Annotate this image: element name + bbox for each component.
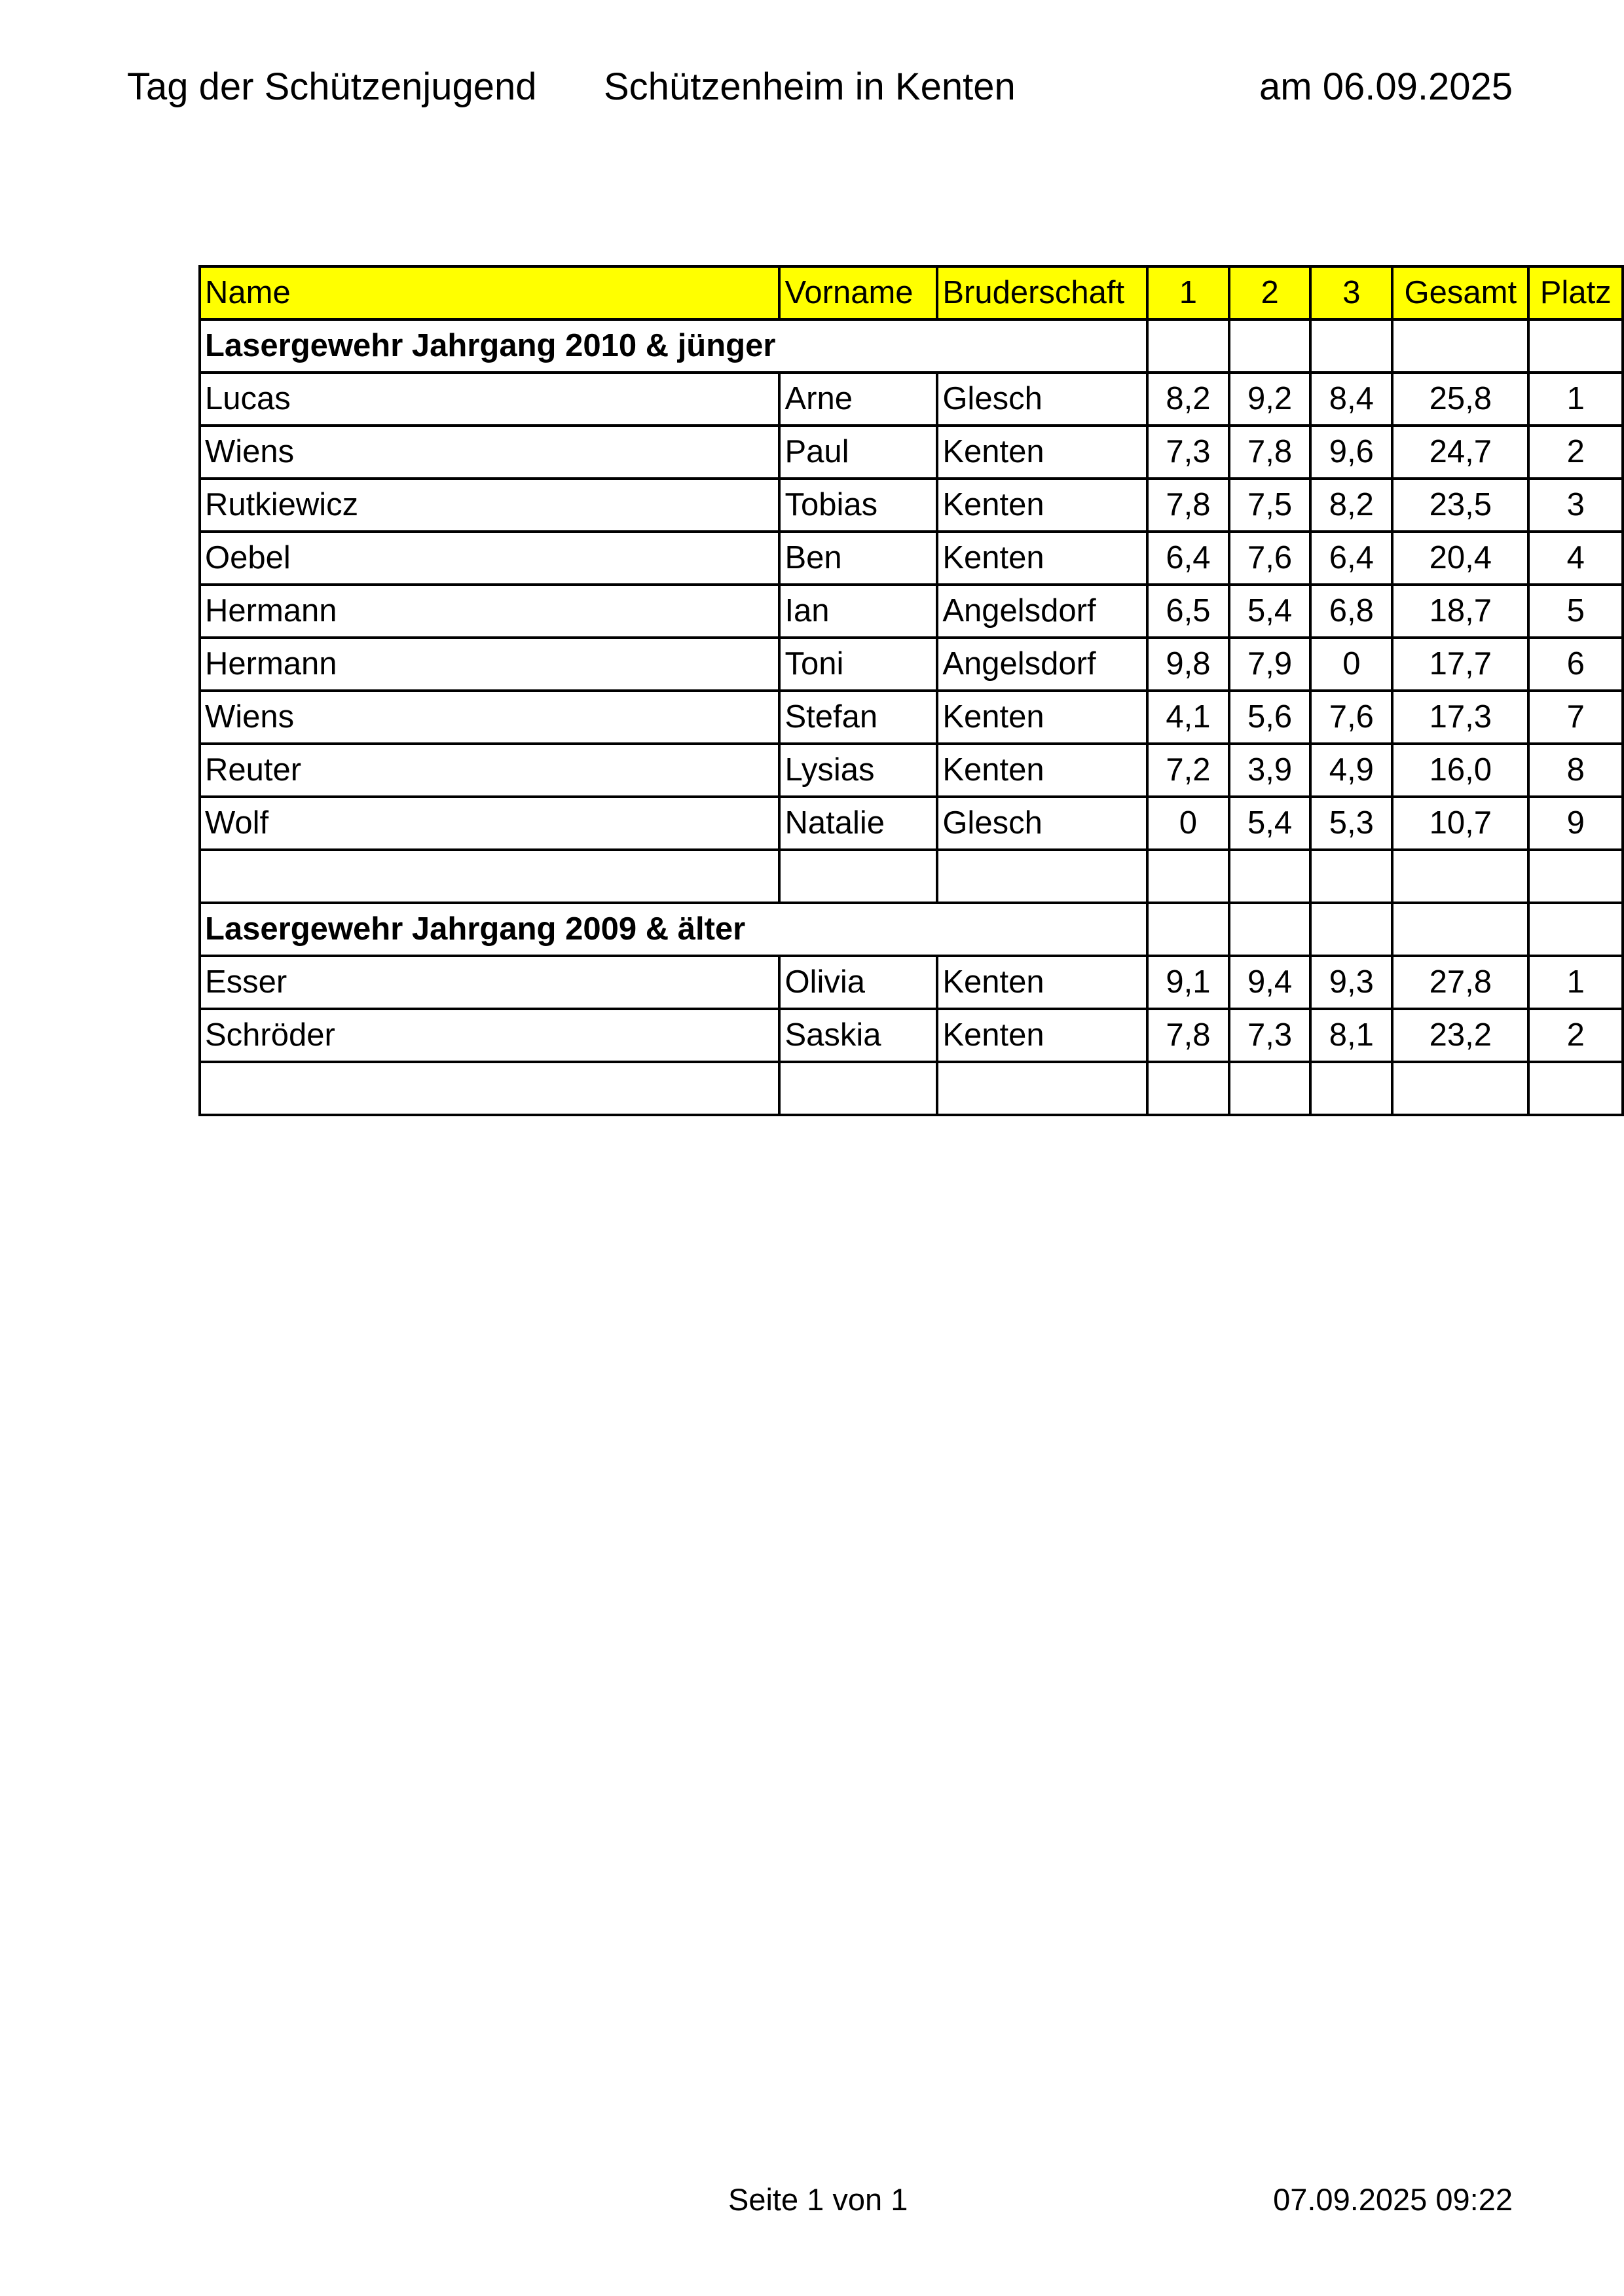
event-title: Tag der Schützenjugend	[127, 65, 537, 108]
table-header-row	[200, 266, 1623, 319]
column-header-name: Name	[200, 266, 779, 319]
empty-cell	[200, 1062, 779, 1115]
cell-shot-3: 9,3	[1310, 956, 1392, 1009]
cell-shot-1: 8,2	[1147, 373, 1229, 426]
cell-platz: 3	[1528, 479, 1623, 532]
cell-shot-1: 9,1	[1147, 956, 1229, 1009]
cell-shot-3: 6,8	[1310, 585, 1392, 638]
cell-bruderschaft: Glesch	[937, 797, 1147, 850]
empty-cell	[1392, 1062, 1528, 1115]
cell-name: Esser	[200, 956, 779, 1009]
cell-vorname: Toni	[779, 638, 937, 691]
cell-shot-3: 4,9	[1310, 744, 1392, 797]
cell-gesamt: 24,7	[1392, 426, 1528, 479]
print-timestamp: 07.09.2025 09:22	[1273, 2182, 1513, 2217]
table-row	[200, 426, 1623, 479]
cell-shot-2: 7,5	[1229, 479, 1311, 532]
cell-bruderschaft: Kenten	[937, 532, 1147, 585]
cell-gesamt: 27,8	[1392, 956, 1528, 1009]
empty-cell	[779, 850, 937, 903]
cell-vorname: Natalie	[779, 797, 937, 850]
cell-name: Wiens	[200, 691, 779, 744]
cell-shot-3: 5,3	[1310, 797, 1392, 850]
cell-shot-1: 7,8	[1147, 1009, 1229, 1062]
cell-platz: 9	[1528, 797, 1623, 850]
cell-shot-3: 6,4	[1310, 532, 1392, 585]
group-title-spacer	[937, 319, 1147, 373]
column-header-shot-3: 3	[1310, 266, 1392, 319]
empty-row	[200, 1062, 1623, 1115]
cell-platz: 4	[1528, 532, 1623, 585]
cell-shot-1: 6,4	[1147, 532, 1229, 585]
empty-cell	[1528, 319, 1623, 373]
cell-gesamt: 20,4	[1392, 532, 1528, 585]
cell-gesamt: 18,7	[1392, 585, 1528, 638]
cell-shot-3: 8,1	[1310, 1009, 1392, 1062]
empty-cell	[937, 850, 1147, 903]
cell-vorname: Ben	[779, 532, 937, 585]
empty-cell	[1147, 850, 1229, 903]
cell-gesamt: 17,7	[1392, 638, 1528, 691]
cell-vorname: Arne	[779, 373, 937, 426]
cell-shot-1: 7,8	[1147, 479, 1229, 532]
results-table-body	[200, 266, 1623, 1115]
cell-bruderschaft: Kenten	[937, 744, 1147, 797]
table-row	[200, 638, 1623, 691]
cell-shot-2: 9,2	[1229, 373, 1311, 426]
table-row	[200, 585, 1623, 638]
page-number: Seite 1 von 1	[728, 2182, 908, 2217]
group-title: Lasergewehr Jahrgang 2009 & älter	[200, 903, 779, 956]
empty-cell	[200, 850, 779, 903]
cell-shot-2: 7,9	[1229, 638, 1311, 691]
empty-cell	[1528, 1062, 1623, 1115]
group-title: Lasergewehr Jahrgang 2010 & jünger	[200, 319, 779, 373]
cell-shot-2: 3,9	[1229, 744, 1311, 797]
column-header-shot-2: 2	[1229, 266, 1311, 319]
empty-cell	[1229, 1062, 1311, 1115]
table-row	[200, 1009, 1623, 1062]
cell-platz: 7	[1528, 691, 1623, 744]
cell-shot-1: 4,1	[1147, 691, 1229, 744]
column-header-gesamt: Gesamt	[1392, 266, 1528, 319]
empty-cell	[1147, 903, 1229, 956]
cell-name: Reuter	[200, 744, 779, 797]
empty-cell	[1528, 903, 1623, 956]
empty-cell	[1229, 903, 1311, 956]
cell-shot-1: 7,2	[1147, 744, 1229, 797]
cell-shot-2: 5,4	[1229, 797, 1311, 850]
cell-bruderschaft: Kenten	[937, 691, 1147, 744]
table-row	[200, 479, 1623, 532]
empty-cell	[1147, 319, 1229, 373]
cell-vorname: Lysias	[779, 744, 937, 797]
table-row	[200, 744, 1623, 797]
cell-shot-1: 9,8	[1147, 638, 1229, 691]
empty-cell	[1310, 319, 1392, 373]
empty-cell	[1229, 850, 1311, 903]
cell-name: Wiens	[200, 426, 779, 479]
column-header-vorname: Vorname	[779, 266, 937, 319]
empty-cell	[1392, 319, 1528, 373]
cell-bruderschaft: Kenten	[937, 479, 1147, 532]
cell-shot-2: 7,8	[1229, 426, 1311, 479]
cell-bruderschaft: Angelsdorf	[937, 585, 1147, 638]
cell-platz: 2	[1528, 426, 1623, 479]
cell-platz: 1	[1528, 373, 1623, 426]
cell-name: Schröder	[200, 1009, 779, 1062]
cell-shot-3: 8,2	[1310, 479, 1392, 532]
cell-shot-2: 9,4	[1229, 956, 1311, 1009]
table-row	[200, 532, 1623, 585]
cell-gesamt: 10,7	[1392, 797, 1528, 850]
empty-cell	[779, 1062, 937, 1115]
cell-shot-1: 6,5	[1147, 585, 1229, 638]
cell-shot-2: 7,6	[1229, 532, 1311, 585]
cell-vorname: Olivia	[779, 956, 937, 1009]
cell-platz: 2	[1528, 1009, 1623, 1062]
cell-gesamt: 23,2	[1392, 1009, 1528, 1062]
cell-platz: 8	[1528, 744, 1623, 797]
cell-bruderschaft: Kenten	[937, 1009, 1147, 1062]
cell-vorname: Paul	[779, 426, 937, 479]
cell-platz: 5	[1528, 585, 1623, 638]
cell-gesamt: 17,3	[1392, 691, 1528, 744]
group-title-spacer	[779, 903, 937, 956]
cell-name: Hermann	[200, 638, 779, 691]
empty-cell	[1310, 903, 1392, 956]
cell-vorname: Ian	[779, 585, 937, 638]
cell-vorname: Stefan	[779, 691, 937, 744]
cell-vorname: Saskia	[779, 1009, 937, 1062]
cell-name: Wolf	[200, 797, 779, 850]
group-title-row	[200, 319, 1623, 373]
event-location: Schützenheim in Kenten	[604, 65, 1016, 108]
empty-cell	[1147, 1062, 1229, 1115]
cell-shot-1: 0	[1147, 797, 1229, 850]
cell-bruderschaft: Kenten	[937, 426, 1147, 479]
cell-name: Oebel	[200, 532, 779, 585]
cell-shot-3: 7,6	[1310, 691, 1392, 744]
cell-platz: 1	[1528, 956, 1623, 1009]
cell-bruderschaft: Angelsdorf	[937, 638, 1147, 691]
cell-bruderschaft: Glesch	[937, 373, 1147, 426]
cell-gesamt: 16,0	[1392, 744, 1528, 797]
table-row	[200, 797, 1623, 850]
column-header-bruderschaft: Bruderschaft	[937, 266, 1147, 319]
empty-cell	[1392, 903, 1528, 956]
cell-shot-3: 9,6	[1310, 426, 1392, 479]
cell-bruderschaft: Kenten	[937, 956, 1147, 1009]
cell-platz: 6	[1528, 638, 1623, 691]
group-title-spacer	[779, 319, 937, 373]
empty-cell	[1229, 319, 1311, 373]
cell-shot-2: 7,3	[1229, 1009, 1311, 1062]
empty-row	[200, 850, 1623, 903]
cell-shot-2: 5,4	[1229, 585, 1311, 638]
cell-name: Hermann	[200, 585, 779, 638]
table-row	[200, 691, 1623, 744]
cell-vorname: Tobias	[779, 479, 937, 532]
empty-cell	[937, 1062, 1147, 1115]
empty-cell	[1392, 850, 1528, 903]
cell-gesamt: 23,5	[1392, 479, 1528, 532]
results-table	[198, 265, 1624, 1116]
cell-shot-3: 0	[1310, 638, 1392, 691]
empty-cell	[1310, 850, 1392, 903]
column-header-shot-1: 1	[1147, 266, 1229, 319]
cell-gesamt: 25,8	[1392, 373, 1528, 426]
cell-shot-2: 5,6	[1229, 691, 1311, 744]
empty-cell	[1528, 850, 1623, 903]
cell-name: Lucas	[200, 373, 779, 426]
column-header-platz: Platz	[1528, 266, 1623, 319]
table-row	[200, 956, 1623, 1009]
cell-shot-1: 7,3	[1147, 426, 1229, 479]
group-title-spacer	[937, 903, 1147, 956]
group-title-row	[200, 903, 1623, 956]
cell-shot-3: 8,4	[1310, 373, 1392, 426]
empty-cell	[1310, 1062, 1392, 1115]
event-date: am 06.09.2025	[1259, 65, 1513, 108]
cell-name: Rutkiewicz	[200, 479, 779, 532]
table-row	[200, 373, 1623, 426]
